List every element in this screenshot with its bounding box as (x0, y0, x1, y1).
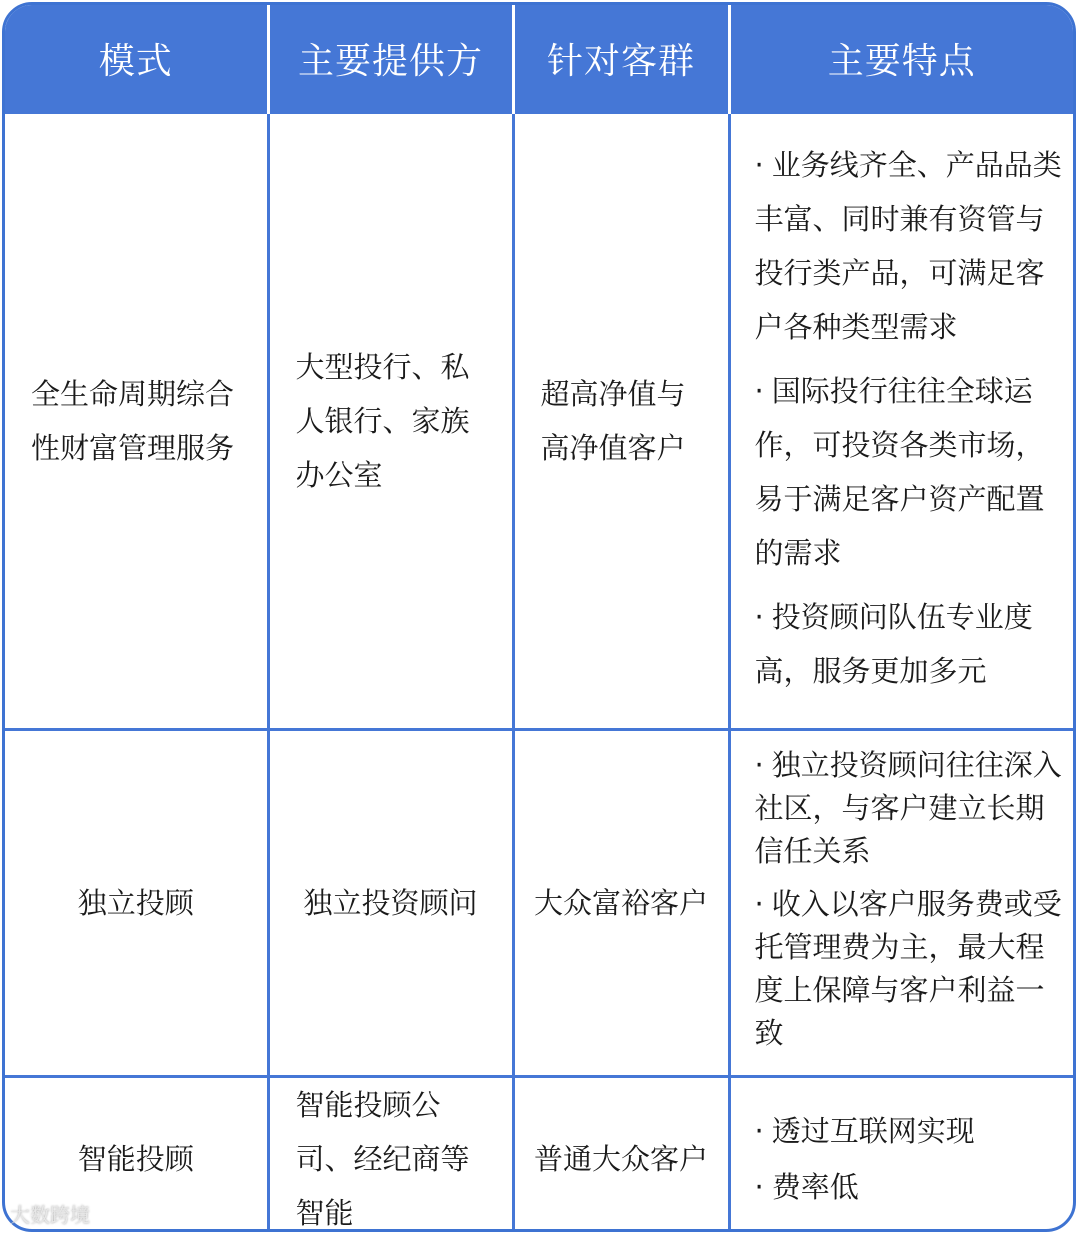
header-mode: 模式 (5, 5, 268, 113)
feature-item: · 透过互联网实现 (751, 1104, 1070, 1158)
feature-item: · 国际投行往往全球运作，可投资各类市场，易于满足客户资产配置的需求 (751, 364, 1070, 580)
cell-clients: 普通大众客户 (513, 1077, 729, 1233)
cell-features (729, 1077, 1073, 1233)
feature-item: · 业务线齐全、产品品类丰富、同时兼有资管与投行类产品，可满足客户各种类型需求 (751, 138, 1070, 354)
cell-provider: 大型投行、私人银行、家族办公室 (268, 113, 513, 730)
table-row (5, 113, 1073, 730)
cell-clients: 超高净值与高净值客户 (513, 113, 729, 730)
feature-item: · 费率低 (751, 1160, 1070, 1214)
cell-mode: 全生命周期综合性财富管理服务 (5, 113, 268, 730)
feature-list (751, 138, 1070, 698)
table-row (5, 730, 1073, 1077)
cell-clients: 大众富裕客户 (513, 730, 729, 1077)
watermark: 大数跨境 (10, 1203, 90, 1227)
cell-mode: 智能投顾 (5, 1077, 268, 1233)
cell-features (729, 730, 1073, 1077)
cell-provider: 独立投资顾问 (268, 730, 513, 1077)
cell-provider: 智能投顾公司、经纪商等智能 (268, 1077, 513, 1233)
cell-mode: 独立投顾 (5, 730, 268, 1077)
wealth-management-comparison-table (5, 5, 1073, 1232)
feature-item: · 独立投资顾问往往深入社区，与客户建立长期信任关系 (751, 744, 1070, 873)
cell-features (729, 113, 1073, 730)
feature-item: · 投资顾问队伍专业度高，服务更加多元 (751, 590, 1070, 698)
header-row (5, 5, 1073, 113)
feature-list (751, 744, 1070, 1055)
header-features: 主要特点 (729, 5, 1073, 113)
feature-list (751, 1104, 1070, 1214)
table-row (5, 1077, 1073, 1233)
header-provider: 主要提供方 (268, 5, 513, 113)
feature-item: · 收入以客户服务费或受托管理费为主，最大程度上保障与客户利益一致 (751, 883, 1070, 1055)
header-clients: 针对客群 (513, 5, 729, 113)
comparison-table-frame (2, 2, 1076, 1232)
